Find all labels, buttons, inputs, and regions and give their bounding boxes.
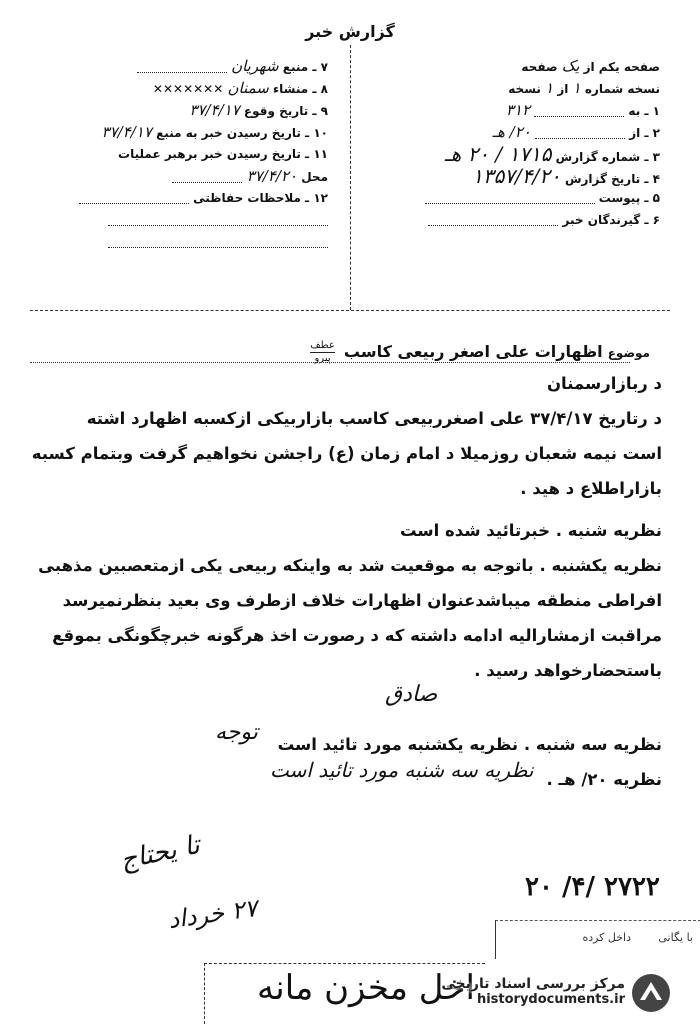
field-to: ۱ ـ به ۳۱۲ <box>505 101 660 119</box>
subject-underline <box>30 362 630 363</box>
field-location: محل ۳۷/۴/۲۰ <box>38 165 328 187</box>
handwritten-signature-2: تا یحتاج <box>117 830 203 876</box>
watermark-logo-icon <box>630 972 672 1014</box>
field-recipients: ۶ ـ گیرندگان خبر <box>360 209 660 231</box>
body-paragraph-5: نظریه ۲۰/ هـ . <box>546 770 662 789</box>
archive-box <box>495 920 700 959</box>
subject-mark-2: پیرو <box>314 353 331 364</box>
stamp-number: ۲۷۲۲ /۴/ ۲۰ <box>525 872 660 902</box>
document-title: گزارش خبر <box>305 22 395 41</box>
handwritten-note-1: توجه <box>215 720 258 745</box>
header-center-divider <box>350 45 351 310</box>
body-paragraph-1: د ربازارسمنان د رتاریخ ۳۷/۴/۱۷ علی اصغرربیعی کاسب بازاربیکی ازکسبه اظهارد اشته است نیمه شعبان روزمیلا د امام زمان (ع) راجشن نخواهیم گرفت وبتمام کسبه بازاراطلاع د هید . <box>31 374 662 498</box>
subject-mark-1: عطف <box>310 340 335 351</box>
handwritten-note-2: نظریه سه شنبه مورد تائید است <box>270 758 534 782</box>
field-from: ۲ ـ از ۲۰/ هـ <box>492 123 660 141</box>
field-blank-2 <box>38 231 328 253</box>
subject-label: موضوع <box>607 346 650 360</box>
right-fields <box>360 55 660 231</box>
body-paragraph-4: نظریه سه شنبه . نظریه یکشنبه مورد تائید است <box>277 735 662 754</box>
body-paragraph-3: نظریه یکشنبه . باتوجه به موقعیت شد به واینکه ربیعی یکی ازمتعصبین مذهبی افراطی منطقه میباشدعنوان اظهارات خلاف ازطرف وی بعید بنظرنمیرسد مراقبت ازمشارالیه ادامه داشته که د رصورت اخذ هرگونه خبرچگونگی بموقع باستحضارخواهد رسید . <box>38 556 662 680</box>
field-report-number: ۳ ـ شماره گزارش ۱۷۱۵ / ۲۰ هـ <box>444 142 660 166</box>
body-paragraph-2: نظریه شنبه . خبرتائید شده است <box>399 521 662 540</box>
left-fields <box>38 55 328 253</box>
field-attachment: ۵ ـ پیوست <box>360 187 660 209</box>
watermark <box>441 976 625 1007</box>
watermark-site: historydocuments.ir <box>476 992 625 1007</box>
field-source: ۷ ـ منبع شهریان <box>38 55 328 77</box>
field-security-notes: ۱۲ ـ ملاحظات حفاظتی <box>38 187 328 209</box>
field-report-date: ۴ ـ تاریخ گزارش ۱۳۵۷/۴/۲۰ <box>472 164 660 188</box>
watermark-text: مرکز بررسی اسناد تاریخی <box>441 976 625 992</box>
field-origin: ۸ ـ منشاء سمنان ✕✕✕✕✕✕✕ <box>152 79 328 97</box>
header-divider <box>30 310 670 311</box>
field-received-source: ۱۰ ـ تاریخ رسیدن خبر به منبع ۳۷/۴/۱۷ <box>101 123 328 141</box>
field-occurrence-date: ۹ ـ تاریخ وقوع ۳۷/۴/۱۷ <box>189 101 328 119</box>
archive-label: با یگانی <box>658 931 693 944</box>
bottom-stamp-text: اخل مخزن مانه <box>257 968 475 1008</box>
field-page: صفحه یکم از یک صفحه <box>521 57 660 75</box>
field-blank-1 <box>38 209 328 231</box>
field-received-leader: ۱۱ ـ تاریخ رسیدن خبر برهبر عملیات <box>118 147 328 161</box>
subject-value: اظهارات علی اصغر ربیعی کاسب <box>343 342 603 361</box>
field-copy: نسخه شماره ۱ از ۱ نسخه <box>508 79 660 97</box>
handwritten-signature-1: صادق <box>385 682 438 707</box>
entered-label: داخل کرده <box>582 931 631 944</box>
handwritten-signature-3: ۲۷ خرداد <box>166 893 260 935</box>
